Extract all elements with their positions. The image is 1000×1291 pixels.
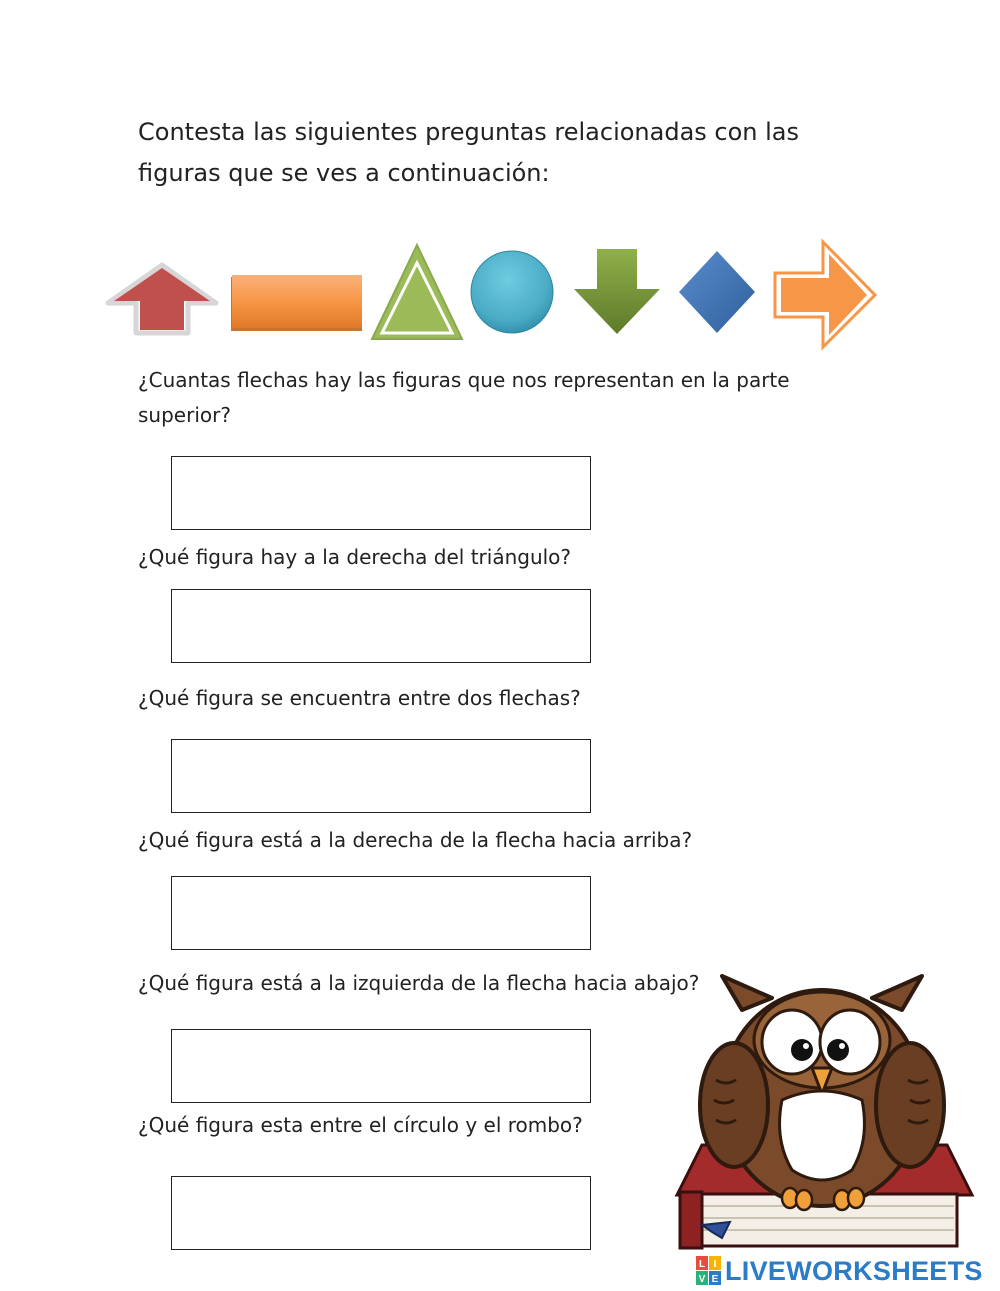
rectangle-shape — [231, 275, 362, 331]
question-2: ¿Qué figura hay a la derecha del triángulo? — [138, 545, 572, 569]
answer-input-2[interactable] — [171, 589, 591, 663]
question-6: ¿Qué figura esta entre el círculo y el rombo? — [138, 1113, 583, 1137]
arrow-down-shape — [574, 249, 660, 334]
question-1-line-2: superior? — [138, 403, 231, 427]
arrow-right-shape — [775, 242, 875, 347]
liveworksheets-logo — [696, 1255, 983, 1287]
shapes-row — [100, 235, 890, 355]
diamond-shape — [679, 251, 755, 333]
instructions-line-1: Contesta las siguientes preguntas relacionadas con las — [138, 118, 800, 146]
question-4: ¿Qué figura está a la derecha de la flecha hacia arriba? — [138, 828, 693, 852]
live-logo-icon — [696, 1256, 722, 1286]
svg-text:E: E — [711, 1274, 719, 1285]
answer-input-3[interactable] — [171, 739, 591, 813]
instructions — [138, 112, 858, 194]
circle-shape — [471, 251, 553, 333]
question-5: ¿Qué figura está a la izquierda de la flecha hacia abajo? — [138, 971, 700, 995]
answer-input-4[interactable] — [171, 876, 591, 950]
owl-on-book-illustration — [672, 970, 977, 1260]
instructions-line-2: figuras que se ves a continuación: — [138, 159, 550, 187]
question-3: ¿Qué figura se encuentra entre dos flechas? — [138, 686, 581, 710]
question-1-line-1: ¿Cuantas flechas hay las figuras que nos representan en la parte — [138, 368, 790, 392]
answer-input-6[interactable] — [171, 1176, 591, 1250]
question-1 — [138, 363, 790, 433]
answer-input-5[interactable] — [171, 1029, 591, 1103]
arrow-up-shape — [108, 265, 216, 333]
brand-name: LIVEWORKSHEETS — [725, 1255, 983, 1286]
triangle-shape — [372, 245, 462, 339]
svg-text:V: V — [698, 1274, 706, 1285]
answer-input-1[interactable] — [171, 456, 591, 530]
svg-text:L: L — [698, 1259, 706, 1270]
svg-text:I: I — [713, 1259, 717, 1270]
